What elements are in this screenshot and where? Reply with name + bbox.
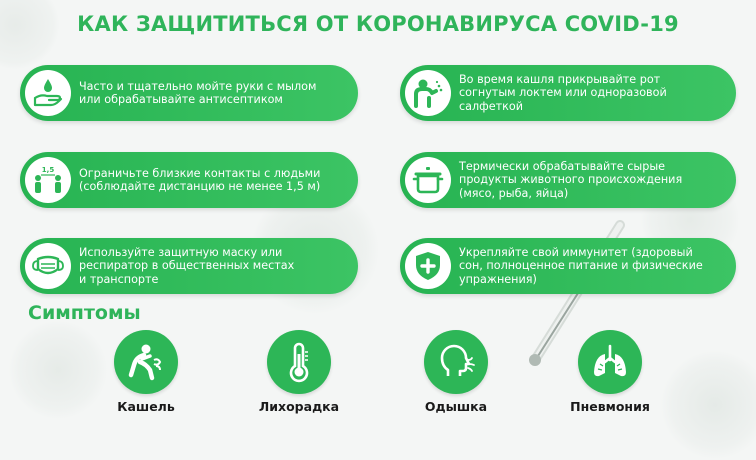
page-title: КАК ЗАЩИТИТЬСЯ ОТ КОРОНАВИРУСА COVID-19 <box>77 12 679 36</box>
tip-card-cover-cough <box>400 65 736 121</box>
lungs-icon <box>578 330 642 394</box>
coughing-person-icon <box>405 70 451 116</box>
symptom-label: Кашель <box>117 399 175 414</box>
tip-text-line: Термически обрабатывайте сырые <box>459 159 666 173</box>
hand-washing-icon <box>25 70 71 116</box>
tip-card-wash-hands <box>20 65 358 121</box>
tip-text-line: согнутым локтем или одноразовой <box>459 86 667 100</box>
tip-text-line: или обрабатывайте антисептиком <box>79 93 283 106</box>
symptom-label: Пневмония <box>570 399 650 414</box>
face-mask-icon <box>25 243 71 289</box>
tip-text-line: Часто и тщательно мойте руки с мылом <box>79 79 317 93</box>
tip-text-line: сон, полноценное питание и физические <box>459 259 703 273</box>
symptom-label: Одышка <box>424 399 488 414</box>
tip-card-immunity <box>400 238 736 294</box>
tip-text-line: Во время кашля прикрывайте рот <box>459 72 661 86</box>
shortness-of-breath-icon <box>424 330 488 394</box>
tip-text-line: салфеткой <box>459 99 523 113</box>
tip-text-line: Укрепляйте свой иммунитет (здоровый <box>459 245 693 259</box>
tip-card-social-distance <box>20 152 358 208</box>
symptom-label: Лихорадка <box>258 399 340 414</box>
cooking-pot-icon <box>405 157 451 203</box>
tip-text-line: упражнения) <box>459 272 537 286</box>
symptom-cough <box>91 330 201 414</box>
symptoms-heading: Симптомы <box>28 302 141 324</box>
tip-card-cook-food <box>400 152 736 208</box>
thermometer-icon <box>267 330 331 394</box>
tip-text-line: (соблюдайте дистанцию не менее 1,5 м) <box>79 180 321 193</box>
tip-text-line: Ограничьте близкие контакты с людьми <box>79 166 321 180</box>
shield-cross-icon <box>405 243 451 289</box>
tip-text-line: Используйте защитную маску или <box>79 245 283 259</box>
symptom-pneumonia <box>555 330 665 414</box>
distance-badge: 1,5 <box>41 166 55 174</box>
tip-text-line: респиратор в общественных местах <box>79 259 295 273</box>
symptom-fever <box>244 330 354 414</box>
tip-text-line: продукты животного происхождения <box>459 173 683 187</box>
tip-card-wear-mask <box>20 238 358 294</box>
background-virus-decoration <box>660 350 756 460</box>
cough-icon <box>114 330 178 394</box>
tip-text-line: и транспорте <box>79 272 159 286</box>
tip-text-line: (мясо, рыба, яйца) <box>459 186 569 200</box>
symptom-shortness-of-breath <box>401 330 511 414</box>
social-distance-icon <box>25 157 71 203</box>
